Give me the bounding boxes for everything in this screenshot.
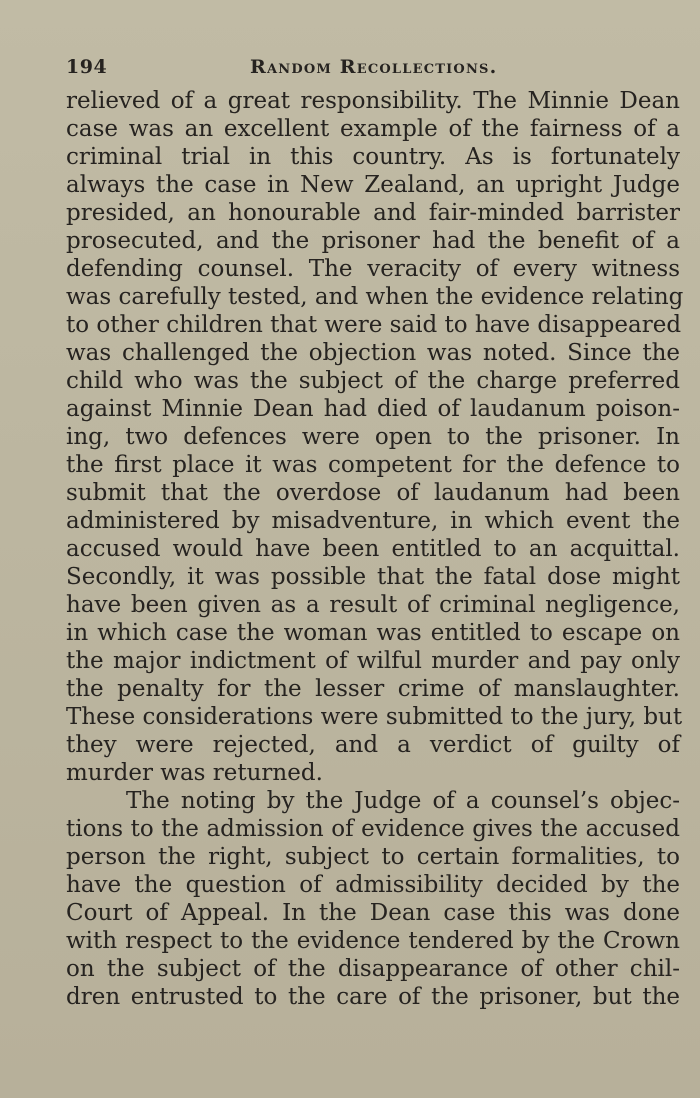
- text-line: prosecuted, and the prisoner had the benefit of a: [66, 228, 680, 254]
- text-line: person the right, subject to certain formalities, to: [66, 844, 680, 870]
- text-line: presided, an honourable and fair-minded barrister: [66, 200, 680, 226]
- page-number: 194: [66, 56, 108, 78]
- text-line: administered by misadventure, in which event the: [66, 508, 680, 534]
- text-line: submit that the overdose of laudanum had been: [66, 480, 680, 506]
- text-line: the first place it was competent for the defence to: [66, 452, 680, 478]
- running-head: Random Recollections.: [250, 56, 498, 78]
- text-line: the penalty for the lesser crime of manslaughter.: [66, 676, 680, 702]
- text-line: Secondly, it was possible that the fatal dose might: [66, 564, 680, 590]
- text-line: case was an excellent example of the fairness of a: [66, 116, 680, 142]
- text-line: always the case in New Zealand, an upright Judge: [66, 172, 680, 198]
- text-line: have the question of admissibility decided by the: [66, 872, 680, 898]
- text-line: tions to the admission of evidence gives the accused: [66, 816, 680, 842]
- text-line: on the subject of the disappearance of other chil-: [66, 956, 680, 982]
- text-line: relieved of a great responsibility. The Minnie Dean: [66, 88, 680, 114]
- page-header: [66, 56, 680, 80]
- text-line: Court of Appeal. In the Dean case this was done: [66, 900, 680, 926]
- text-line: with respect to the evidence tendered by the Crown: [66, 928, 680, 954]
- text-line: against Minnie Dean had died of laudanum poison-: [66, 396, 680, 422]
- text-line: defending counsel. The veracity of every witness: [66, 256, 680, 282]
- text-line: in which case the woman was entitled to escape on: [66, 620, 680, 646]
- text-line: accused would have been entitled to an acquittal.: [66, 536, 680, 562]
- paragraph-first-line: The noting by the Judge of a counsel’s objec-: [126, 788, 680, 814]
- text-line: they were rejected, and a verdict of guilty of: [66, 732, 680, 758]
- text-line: the major indictment of wilful murder and pay only: [66, 648, 680, 674]
- body-text: [66, 87, 684, 1011]
- text-line: have been given as a result of criminal negligence,: [66, 592, 680, 618]
- text-line: dren entrusted to the care of the prisoner, but the: [66, 984, 680, 1010]
- text-line: to other children that were said to have disappeared: [66, 312, 682, 338]
- text-line: ing, two defences were open to the prisoner. In: [66, 424, 680, 450]
- text-line: These considerations were submitted to the jury, but: [66, 704, 683, 730]
- text-line: was carefully tested, and when the evidence relating: [66, 284, 684, 310]
- paragraph-last-line: murder was returned.: [66, 760, 323, 786]
- text-line: was challenged the objection was noted. Since the: [66, 340, 680, 366]
- text-line: child who was the subject of the charge preferred: [66, 368, 680, 394]
- text-line: criminal trial in this country. As is fortunately: [66, 144, 680, 170]
